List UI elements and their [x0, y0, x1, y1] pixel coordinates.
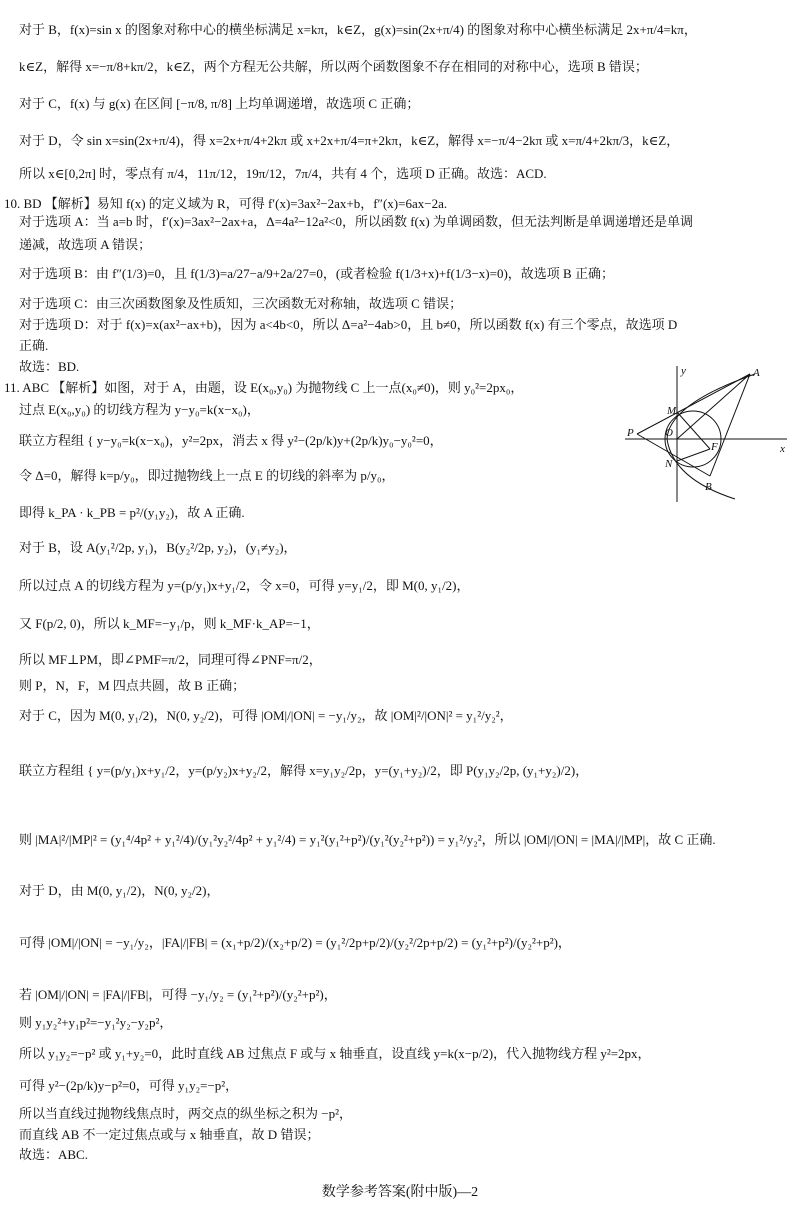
label-x: x: [780, 443, 785, 455]
line-30: 所以 y₁y₂=−p² 或 y₁+y₂=0，此时直线 AB 过焦点 F 或与 x 轴垂直，设直线 y=k(x−p/2)，代入抛物线方程 y²=2px，: [19, 1046, 651, 1061]
line-7: 递减，故选项 A 错误；: [19, 237, 152, 252]
line-6: 对于选项 A：当 a=b 时，f′(x)=3ax²−2ax+a，Δ=4a²−12a²<0，所以函数 f(x) 为单调函数，但无法判断是单调递增还是单调: [19, 214, 693, 229]
line-12: 故选：BD.: [19, 359, 80, 374]
chord-ab: [710, 374, 750, 476]
line-19: 所以过点 A 的切线方程为 y=(p/y₁)x+y₁/2，令 x=0，可得 y=y₁/2，即 M(0, y₁/2)，: [19, 578, 470, 593]
line-14: 过点 E(x₀,y₀) 的切线方程为 y−y₀=k(x−x₀)，: [19, 402, 260, 417]
label-b: B: [705, 481, 712, 493]
line-28: 若 |OM|/|ON| = |FA|/|FB|，可得 −y₁/y₂ = (y₁²+p²)/(y₂²+p²)，: [19, 987, 337, 1002]
line-18: 对于 B，设 A(y₁²/2p, y₁)，B(y₂²/2p, y₂)，(y₁≠y₂)，: [19, 540, 297, 555]
parabola-figure: [625, 364, 790, 504]
line-26: 对于 D，由 M(0, y₁/2)，N(0, y₂/2)，: [19, 883, 220, 898]
line-4: 所以 x∈[0,2π] 时，零点有 π/4，11π/12，19π/12，7π/4，共有 4 个，选项 D 正确。故选：ACD.: [19, 166, 547, 181]
line-16: 令 Δ=0，解得 k=p/y₀，即过抛物线上一点 E 的切线的斜率为 p/y₀，: [19, 468, 395, 483]
label-n: N: [665, 458, 673, 470]
label-o: O: [665, 427, 673, 439]
line-24: 联立方程组 { y=(p/y₁)x+y₁/2，y=(p/y₂)x+y₂/2，解得 x=y₁y₂/2p，y=(y₁+y₂)/2，即 P(y₁y₂/2p, (y₁+y₂)/2)，: [19, 763, 589, 778]
line-13: 11. ABC 【解析】如图，对于 A，由题，设 E(x₀,y₀) 为抛物线 C 上一点(x₀≠0)，则 y₀²=2px₀，: [4, 380, 524, 395]
line-1: k∈Z，解得 x=−π/8+kπ/2，k∈Z，两个方程无公共解，所以两个函数图象不存在相同的对称中心，选项 B 错误；: [19, 59, 648, 74]
line-2: 对于 C，f(x) 与 g(x) 在区间 [−π/8, π/8] 上均单调递增，故选项 C 正确；: [19, 96, 420, 111]
line-31: 可得 y²−(2p/k)y−p²=0，可得 y₁y₂=−p²，: [19, 1078, 239, 1093]
line-5: 10. BD 【解析】易知 f(x) 的定义域为 R，可得 f′(x)=3ax²−2ax+b，f″(x)=6ax−2a.: [4, 196, 448, 211]
label-p: P: [627, 427, 634, 439]
line-20: 又 F(p/2, 0)，所以 k_MF=−y₁/p，则 k_MF·k_AP=−1，: [19, 616, 320, 631]
line-25: 则 |MA|²/|MP|² = (y₁⁴/4p² + y₁²/4)/(y₁²y₂²/4p² + y₁²/4) = y₁²(y₁²+p²)/(y₁²(y₂²+p²)) = y₁²/y₂²，所以 |OM|/|ON| = |MA|/|MP|，故 C 正确.: [19, 832, 716, 847]
line-22: 则 P，N，F，M 四点共圆，故 B 正确；: [19, 678, 246, 693]
line-33: 而直线 AB 不一定过焦点或与 x 轴垂直，故 D 错误；: [19, 1127, 320, 1142]
line-34: 故选：ABC.: [19, 1147, 88, 1162]
page-footer: 数学参考答案(附中版)—2: [321, 1185, 479, 1200]
line-11: 正确.: [19, 338, 49, 353]
tangent-pb: [637, 434, 710, 476]
line-21: 所以 MF⊥PM，即∠PMF=π/2，同理可得∠PNF=π/2，: [19, 652, 322, 667]
line-3: 对于 D，令 sin x=sin(2x+π/4)，得 x=2x+π/4+2kπ 或 x+2x+π/4=π+2kπ，k∈Z，解得 x=−π/4−2kπ 或 x=π/4+2kπ/3，k∈Z，: [19, 133, 680, 148]
label-f: F: [711, 441, 718, 453]
segment-nf: [677, 449, 710, 461]
tangent-pa: [637, 374, 750, 434]
line-15: 联立方程组 { y−y₀=k(x−x₀)，y²=2px，消去 x 得 y²−(2p/k)y+(2p/k)y₀−y₀²=0，: [19, 433, 443, 448]
line-23: 对于 C，因为 M(0, y₁/2)，N(0, y₂/2)，可得 |OM|/|ON| = −y₁/y₂，故 |OM|²/|ON|² = y₁²/y₂²，: [19, 708, 513, 723]
label-a: A: [753, 367, 760, 379]
line-17: 即得 k_PA · k_PB = p²/(y₁y₂)，故 A 正确.: [19, 505, 245, 520]
line-8: 对于选项 B：由 f″(1/3)=0，且 f(1/3)=a/27−a/9+2a/27=0，(或者检验 f(1/3+x)+f(1/3−x)=0)，故选项 B 正确；: [19, 266, 614, 281]
label-m: M: [667, 405, 677, 417]
line-29: 则 y₁y₂²+y₁p²=−y₁²y₂−y₂p²，: [19, 1015, 173, 1030]
line-27: 可得 |OM|/|ON| = −y₁/y₂，|FA|/|FB| = (x₁+p/2)/(x₂+p/2) = (y₁²/2p+p/2)/(y₂²/2p+p/2) = (y₁²+p²)/(y₂²+p²)，: [19, 935, 571, 950]
line-0: 对于 B，f(x)=sin x 的图象对称中心的横坐标满足 x=kπ，k∈Z，g(x)=sin(2x+π/4) 的图象对称中心横坐标满足 2x+π/4=kπ，: [19, 22, 697, 37]
segment-mf: [677, 412, 710, 449]
line-32: 所以当直线过抛物线焦点时，两交点的纵坐标之积为 −p²，: [19, 1106, 352, 1121]
label-y: y: [681, 365, 686, 377]
line-10: 对于选项 D：对于 f(x)=x(ax²−ax+b)，因为 a<4b<0，所以 Δ=a²−4ab>0，且 b≠0，所以函数 f(x) 有三个零点，故选项 D: [19, 317, 678, 332]
line-9: 对于选项 C：由三次函数图象及性质知，三次函数无对称轴，故选项 C 错误；: [19, 296, 463, 311]
